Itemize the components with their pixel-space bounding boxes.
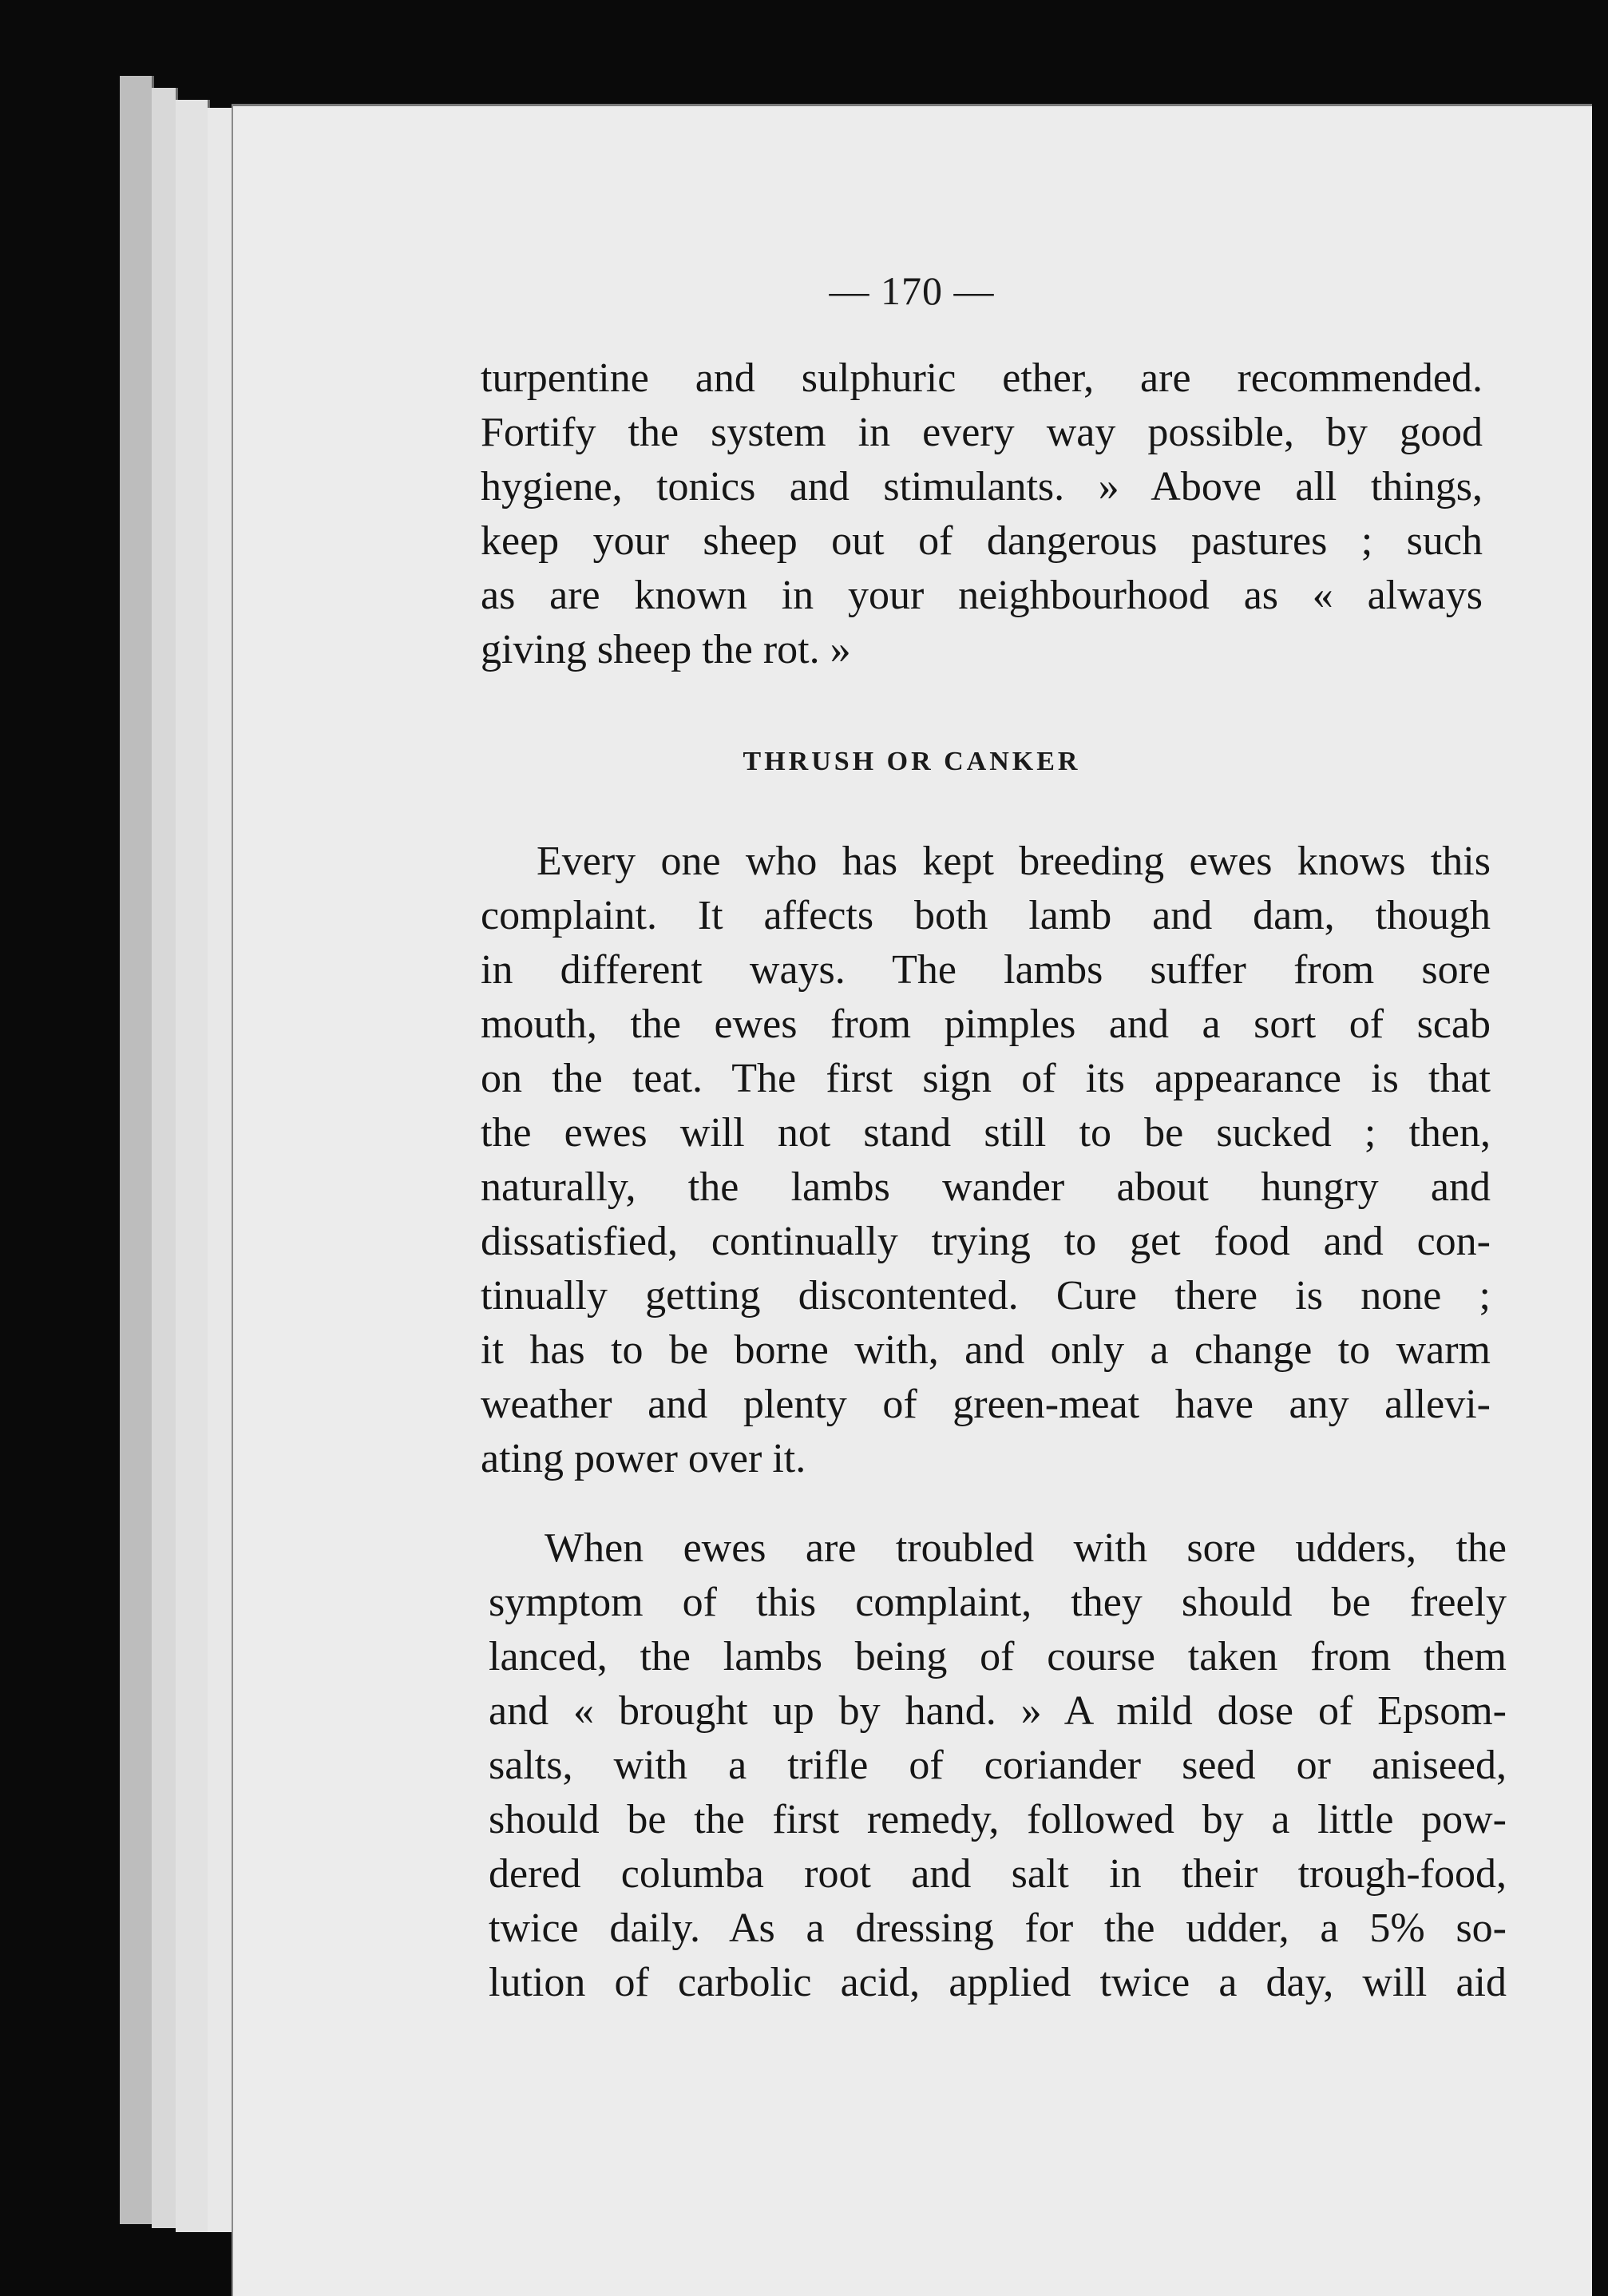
page-number: — 170 — bbox=[829, 268, 995, 313]
text-line: should be the first remedy, followed by a little pow- bbox=[489, 1797, 1507, 1842]
page-edge bbox=[208, 108, 234, 2232]
text-line: twice daily. As a dressing for the udder, a 5% so- bbox=[489, 1905, 1507, 1951]
text-line: lanced, the lambs being of course taken from them bbox=[489, 1634, 1507, 1679]
page-edge bbox=[176, 100, 210, 2232]
text-line: complaint. It affects both lamb and dam, though bbox=[481, 893, 1491, 938]
page-edge bbox=[152, 88, 178, 2228]
text-line: symptom of this complaint, they should be freely bbox=[489, 1580, 1507, 1625]
text-line: turpentine and sulphuric ether, are recommended. bbox=[481, 355, 1483, 401]
text-line: Every one who has kept breeding ewes knows this bbox=[537, 839, 1491, 884]
text-line: salts, with a trifle of coriander seed or aniseed, bbox=[489, 1743, 1507, 1788]
text-line: it has to be borne with, and only a change to warm bbox=[481, 1327, 1491, 1373]
text-line: dered columba root and salt in their trough-food, bbox=[489, 1851, 1507, 1897]
text-line: naturally, the lambs wander about hungry and bbox=[481, 1164, 1491, 1210]
text-line: and « brought up by hand. » A mild dose of Epsom- bbox=[489, 1688, 1507, 1734]
text-line: the ewes will not stand still to be sucked ; then, bbox=[481, 1110, 1491, 1156]
text-line: mouth, the ewes from pimples and a sort of scab bbox=[481, 1001, 1491, 1047]
text-line: lution of carbolic acid, applied twice a day, will aid bbox=[489, 1960, 1507, 2005]
section-heading: THRUSH OR CANKER bbox=[743, 747, 1081, 776]
text-line: hygiene, tonics and stimulants. » Above all things, bbox=[481, 464, 1483, 510]
text-line: tinually getting discontented. Cure there is none ; bbox=[481, 1273, 1491, 1319]
paragraph-2 bbox=[481, 835, 1491, 1486]
text-line: on the teat. The first sign of its appearance is that bbox=[481, 1056, 1491, 1101]
text-line: ating power over it. bbox=[481, 1436, 806, 1481]
paragraph-3 bbox=[489, 1521, 1507, 2010]
text-line: weather and plenty of green-meat have any allevi- bbox=[481, 1382, 1491, 1427]
text-line: dissatisfied, continually trying to get food and con- bbox=[481, 1219, 1491, 1264]
text-line: Fortify the system in every way possible, by good bbox=[481, 410, 1483, 455]
text-line: When ewes are troubled with sore udders, the bbox=[545, 1525, 1507, 1571]
text-line: as are known in your neighbourhood as « always bbox=[481, 573, 1483, 618]
page-edge bbox=[120, 76, 154, 2224]
text-line: in different ways. The lambs suffer from sore bbox=[481, 947, 1491, 993]
text-line: keep your sheep out of dangerous pastures ; such bbox=[481, 518, 1483, 564]
paragraph-1 bbox=[481, 351, 1483, 677]
text-line: giving sheep the rot. » bbox=[481, 627, 851, 672]
